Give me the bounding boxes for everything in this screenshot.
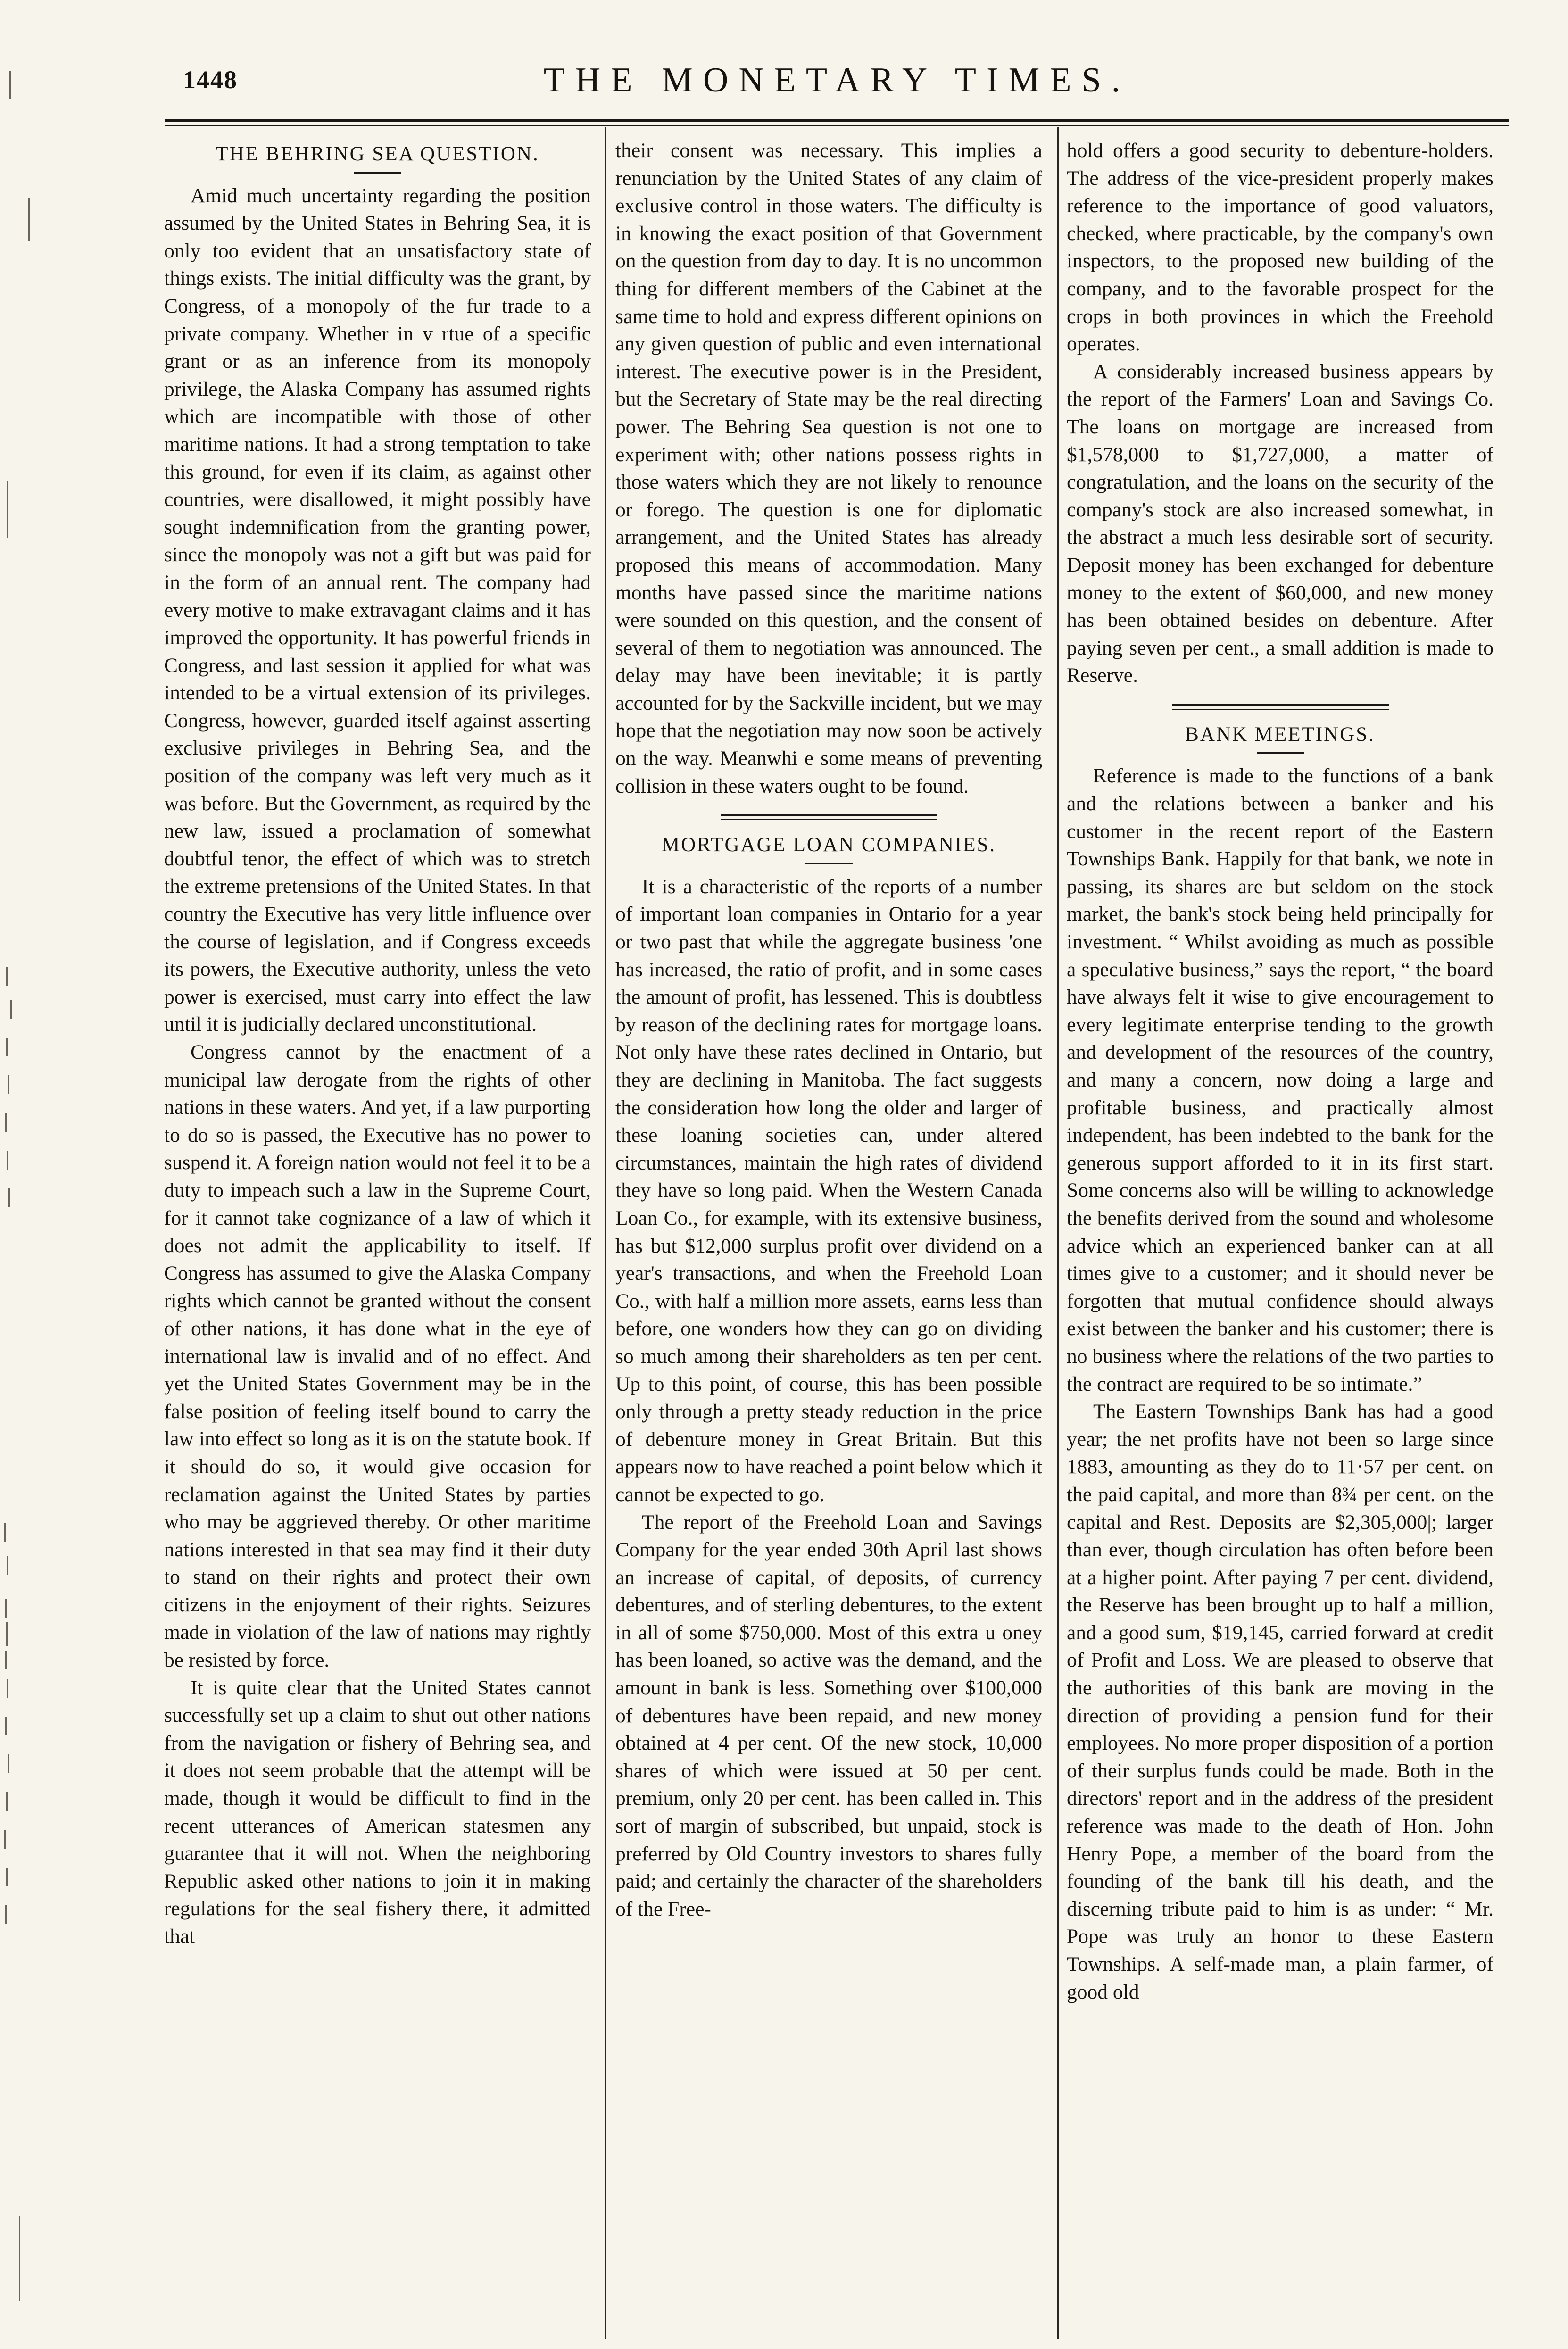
column-2 [615,137,1042,2334]
column-1 [164,137,591,2334]
article-paragraph: The Eastern Townships Bank has had a good year; the net profits have not been so large since 1883, amounting as they do to 11·57 per cent. on the paid capital, and more than 8¾ per cent. on the capital and Rest. Deposits are $2,305,000|; larger than ever, though circulation has often before been at a higher point. After paying 7 per cent. dividend, the Reserve has been brought up to half a million, and a good sum, $19,145, carried forward at credit of Profit and Loss. We are pleased to observe that the authorities of this bank are moving in the direction of providing a pension fund for their employees. No more proper disposition of a portion of their surplus funds could be made. Both in the directors' report and in the address of the president reference was made to the death of Hon. John Henry Pope, a member of the board from the founding of the bank till his death, and the discerning tribute paid to him is as under: “ Mr. Pope was truly an honor to these Eastern Townships. A self-made man, a plain farmer, of good old [1067,1400,1493,2003]
article-paragraph: Congress cannot by the enactment of a municipal law derogate from the rights of other nations in these waters. And yet, if a law purporting to do so is passed, the Executive has no power to suspend it. A foreign nation would not feel it to be a duty to impeach such a law in the Supreme Court, for it cannot take cognizance of a law of which it does not admit the applicability to itself. If Congress has assumed to give the Alaska Company rights which cannot be granted without the consent of other nations, it has done what in the eye of international law is invalid and of no effect. And yet the United States Government may be in the false position of feeling itself bound to carry the law into effect so long as it is on the statute book. If it should do so, it would give occasion for reclamation against the United States by parties who may be aggrieved thereby. Or other maritime nations interested in that sea may find it their duty to stand on their rights and protect their own citizens in the enjoyment of their rights. Seizures made in violation of the law of nations may rightly be resisted by force. [164,1041,591,1672]
article-paragraph: The report of the Freehold Loan and Savings Company for the year ended 30th April last shows an increase of capital, of deposits, of currency debentures, and of sterling debentures, to the extent in all of some $750,000. Most of this extra u oney has been loaned, so active was the demand, and the amount in bank is less. Something over $100,000 of debentures have been repaid, and new money obtained at 4 per cent. Of the new stock, 10,000 shares of which were issued at 50 per cent. premium, only 20 per cent. has been called in. This sort of margin of subscribed, but unpaid, stock is preferred by Old Country investors to shares fully paid; and certainly the character of the shareholders of the Free- [615,1511,1042,1920]
article-heading-mortgage-loan: MORTGAGE LOAN COMPANIES. [661,834,996,856]
article-heading-behring-sea: THE BEHRING SEA QUESTION. [216,143,539,165]
article-paragraph: Amid much uncertainty regarding the position assumed by the United States in Behring Sea, it is only too evident that an unsatisfactory state of things exists. The initial difficulty was the grant, by Congress, of a monopoly of the fur trade to a private company. Whether in v rtue of a specific grant or as an inference from its monopoly privilege, the Alaska Company has assumed rights which are incompatible with those of other maritime nations. It had a strong temptation to take this ground, for even if its claim, as against other countries, were disallowed, it might possibly have sought indemnification from the granting power, since the monopoly was not a gift but was paid for in the form of an annual rent. The company had every motive to make extravagant claims and it has improved the opportunity. It has powerful friends in Congress, and last session it applied for what was intended to be a virtual extension of its privileges. Congress, however, guarded itself against asserting exclusive privileges in Behring Sea, and the position of the company was left very much as it was before. But the Government, as required by the new law, issued a proclamation of somewhat doubtful tenor, the effect of which was to stretch the extreme pretensions of the United States. In that country the Executive has very little influence over the course of legislation, and if Congress exceeds its powers, the Executive authority, unless the veto power is exercised, must carry into effect the law until it is judicially declared unconstitutional. [164,184,591,1036]
section-divider [1172,704,1389,710]
column-3 [1067,137,1493,2334]
article-paragraph: It is a characteristic of the reports of a number of important loan companies in Ontario for a year or two past that while the aggregate business 'one has increased, the ratio of profit, and in some cases the amount of profit, has lessened. This is doubtless by reason of the declining rates for mortgage loans. Not only have these rates declined in Ontario, but they are declining in Manitoba. The fact suggests the consideration how long the older and larger of these loaning societies can, under altered circumstances, maintain the high rates of dividend they have so long paid. When the Western Canada Loan Co., for example, with its extensive business, has but $12,000 surplus profit over dividend on a year's transactions, and when the Freehold Loan Co., with half a million more assets, earns less than before, one wonders how they can go on dividing so much among their shareholders as ten per cent. Up to this point, of course, this has been possible only through a pretty steady reduction in the price of debenture money in Great Britain. But this appears now to have reached a point below which it cannot be expected to go. [615,875,1042,1506]
column-divider-right [1057,127,1059,2339]
article-paragraph-continued: their consent was necessary. This implies a renunciation by the United States of any claim of exclusive control in those waters. The difficulty is in knowing the exact position of that Government on the question from day to day. It is no uncommon thing for different members of the Cabinet at the same time to hold and express different opinions on any given question of public and even international interest. The executive power is in the President, but the Secretary of State may be the real directing power. The Behring Sea question is not one to experiment with; other nations possess rights in those waters which they are not likely to renounce or forego. The question is one for diplomatic arrangement, and the United States has already proposed this means of accommodation. Many months have passed since the maritime nations were sounded on this question, and the consent of several of them to negotiation was announced. The delay may have been inevitable; it is partly accounted for by the Sackville incident, but we may hope that the negotiation may now soon be actively on the way. Meanwhi e some means of preventing collision in these waters ought to be found. [615,139,1042,797]
heading-rule [354,172,401,174]
section-divider [721,814,937,820]
margin-bleed-marks [0,0,57,2349]
heading-rule [1257,752,1304,754]
page-header [165,60,1509,112]
article-paragraph: A considerably increased business appears by the report of the Farmers' Loan and Savings Co. The loans on mortgage are increased from $1,578,000 to $1,727,000, a matter of congratulation, and the loans on the security of the company's stock are also increased somewhat, in the abstract a much less desirable sort of security. Deposit money has been exchanged for debenture money to the extent of $60,000, and new money has been obtained besides on debenture. After paying seven per cent., a small addition is made to Reserve. [1067,360,1493,687]
article-paragraph-continued: hold offers a good security to debenture-holders. The address of the vice-president properly makes reference to the importance of good valuators, checked, where practicable, by the company's own inspectors, to the proposed new building of the company, and to the favorable prospect for the crops in both provinces in which the Freehold operates. [1067,139,1493,356]
column-divider-left [605,127,606,2339]
article-paragraph: It is quite clear that the United States cannot successfully set up a claim to shut out other nations from the navigation or fishery of Behring sea, and it does not seem probable that the attempt will be made, though it would be difficult to find in the recent utterances of American statesmen any guarantee that it will not. When the neighboring Republic asked other nations to join it in making regulations for the seal fishery there, it admitted that [164,1676,591,1948]
heading-rule [805,863,853,864]
header-rule-thin [165,125,1509,126]
article-paragraph: Reference is made to the functions of a bank and the relations between a banker and his customer in the recent report of the Eastern Townships Bank. Happily for that bank, we note in passing, its shares are but seldom on the stock market, the bank's stock being held principally for investment. “ Whilst avoiding as much as possible a speculative business,” says the report, “ the board have always felt it wise to give encouragement to every legitimate enterprise tending to the growth and development of the resources of the country, and many a concern, now doing a large and profitable business, and practically almost independent, has been indebted to the bank for the generous support afforded to it in its first start. Some concerns also will be willing to acknowledge the benefits derived from the sound and wholesome advice which an experienced banker can at all times give to a customer; and it should never be forgotten that mutual confidence should always exist between the banker and his customer; there is no business where the relations of the two parties to the contract are required to be so intimate.” [1067,764,1493,1395]
article-heading-bank-meetings: BANK MEETINGS. [1185,723,1375,746]
header-rule-thick [165,119,1509,122]
masthead-title: THE MONETARY TIMES. [543,61,1131,100]
page-number: 1448 [183,66,238,94]
